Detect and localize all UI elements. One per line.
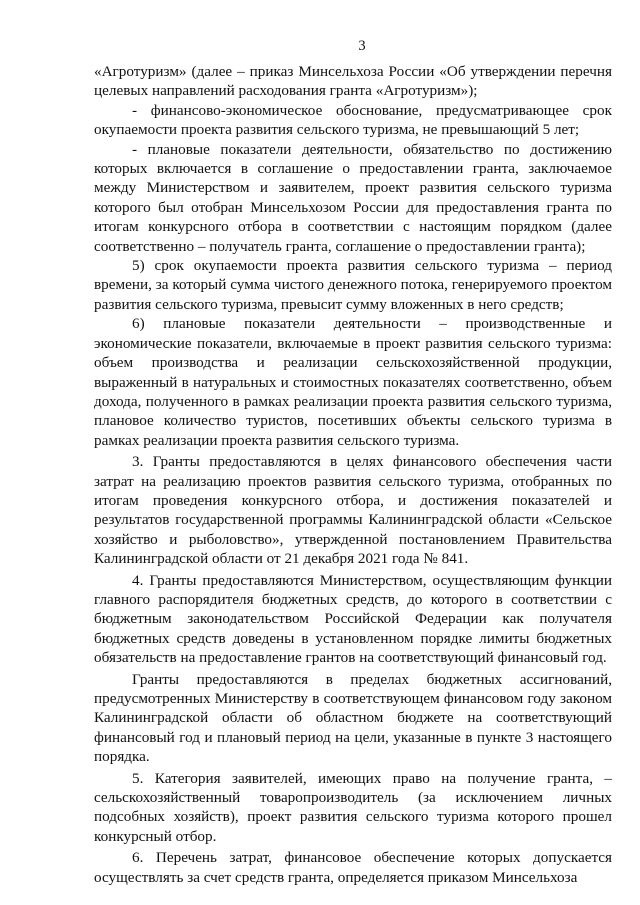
paragraph-financial-justification: - финансово-экономическое обоснование, предусматривающее срок окупаемости проекта развития сельского туризма, не превышающий 5 лет; bbox=[94, 101, 612, 139]
paragraph-planned-indicators: - плановые показатели деятельности, обязательство по достижению которых включается в соглашение о предоставлении гранта, заключаемое между Министерством и заявителем, проект развития сельского туризма которого был отобран Минсельхозом России для предоставления гранта по итогам конкурсного отбора в соответствии с настоящим порядком (далее соответственно – получатель гранта, соглашение о предоставлении гранта); bbox=[94, 140, 612, 255]
paragraph-definition-5: 5) срок окупаемости проекта развития сельского туризма – период времени, за который сумма чистого денежного потока, генерируемого проектом развития сельского туризма, превысит сумму вложенных в него средств; bbox=[94, 257, 612, 313]
paragraph-item-4: 4. Гранты предоставляются Министерством, осуществляющим функции главного распорядителя бюджетных средств, до которого в соответствии с бюджетным законодательством Российской Федерации как получателя бюджетных средств доведены в установленном порядке лимиты бюджетных обязательств на предоставление грантов на соответствующий финансовый год. bbox=[94, 571, 612, 667]
paragraph-definition-6: 6) плановые показатели деятельности – производственные и экономические показатели, включаемые в проект развития сельского туризма: объем производства и реализации сельскохозяйственной продукции, выраженный в натуральных и стоимостных показателях соответственно, объем дохода, полученного в рамках реализации проекта развития сельского туризма, плановое количество туристов, посетивших объекты сельского туризма в рамках реализации проекта развития сельского туризма. bbox=[94, 315, 612, 449]
paragraph-continuation: «Агротуризм» (далее – приказ Минсельхоза России «Об утверждении перечня целевых направлений расходования гранта «Агротуризм»); bbox=[94, 63, 612, 100]
paragraph-grants-limits: Гранты предоставляются в пределах бюджетных ассигнований, предусмотренных Министерству в соответствующем финансовом году законом Калининградской области об областном бюджете на соответствующий финансовый год и плановый период на цели, указанные в пункте 3 настоящего порядка. bbox=[94, 670, 612, 766]
paragraph-item-5: 5. Категория заявителей, имеющих право на получение гранта, – сельскохозяйственный товаропроизводитель (за исключением личных подсобных хозяйств), проект развития сельского туризма которого прошел конкурсный отбор. bbox=[94, 769, 612, 845]
document-body bbox=[94, 62, 612, 887]
paragraph-item-6: 6. Перечень затрат, финансовое обеспечение которых допускается осуществлять за счет средств гранта, определяется приказом Минсельхоза bbox=[94, 849, 612, 886]
paragraph-item-3: 3. Гранты предоставляются в целях финансового обеспечения части затрат на реализацию проектов развития сельского туризма, отобранных по итогам проведения конкурсного отбора, и достижения показателей и результатов государственной программы Калининградской области «Сельское хозяйство и рыболовство», утвержденной постановлением Правительства Калининградской области от 21 декабря 2021 года № 841. bbox=[94, 453, 612, 568]
page-number: 3 bbox=[358, 38, 366, 54]
